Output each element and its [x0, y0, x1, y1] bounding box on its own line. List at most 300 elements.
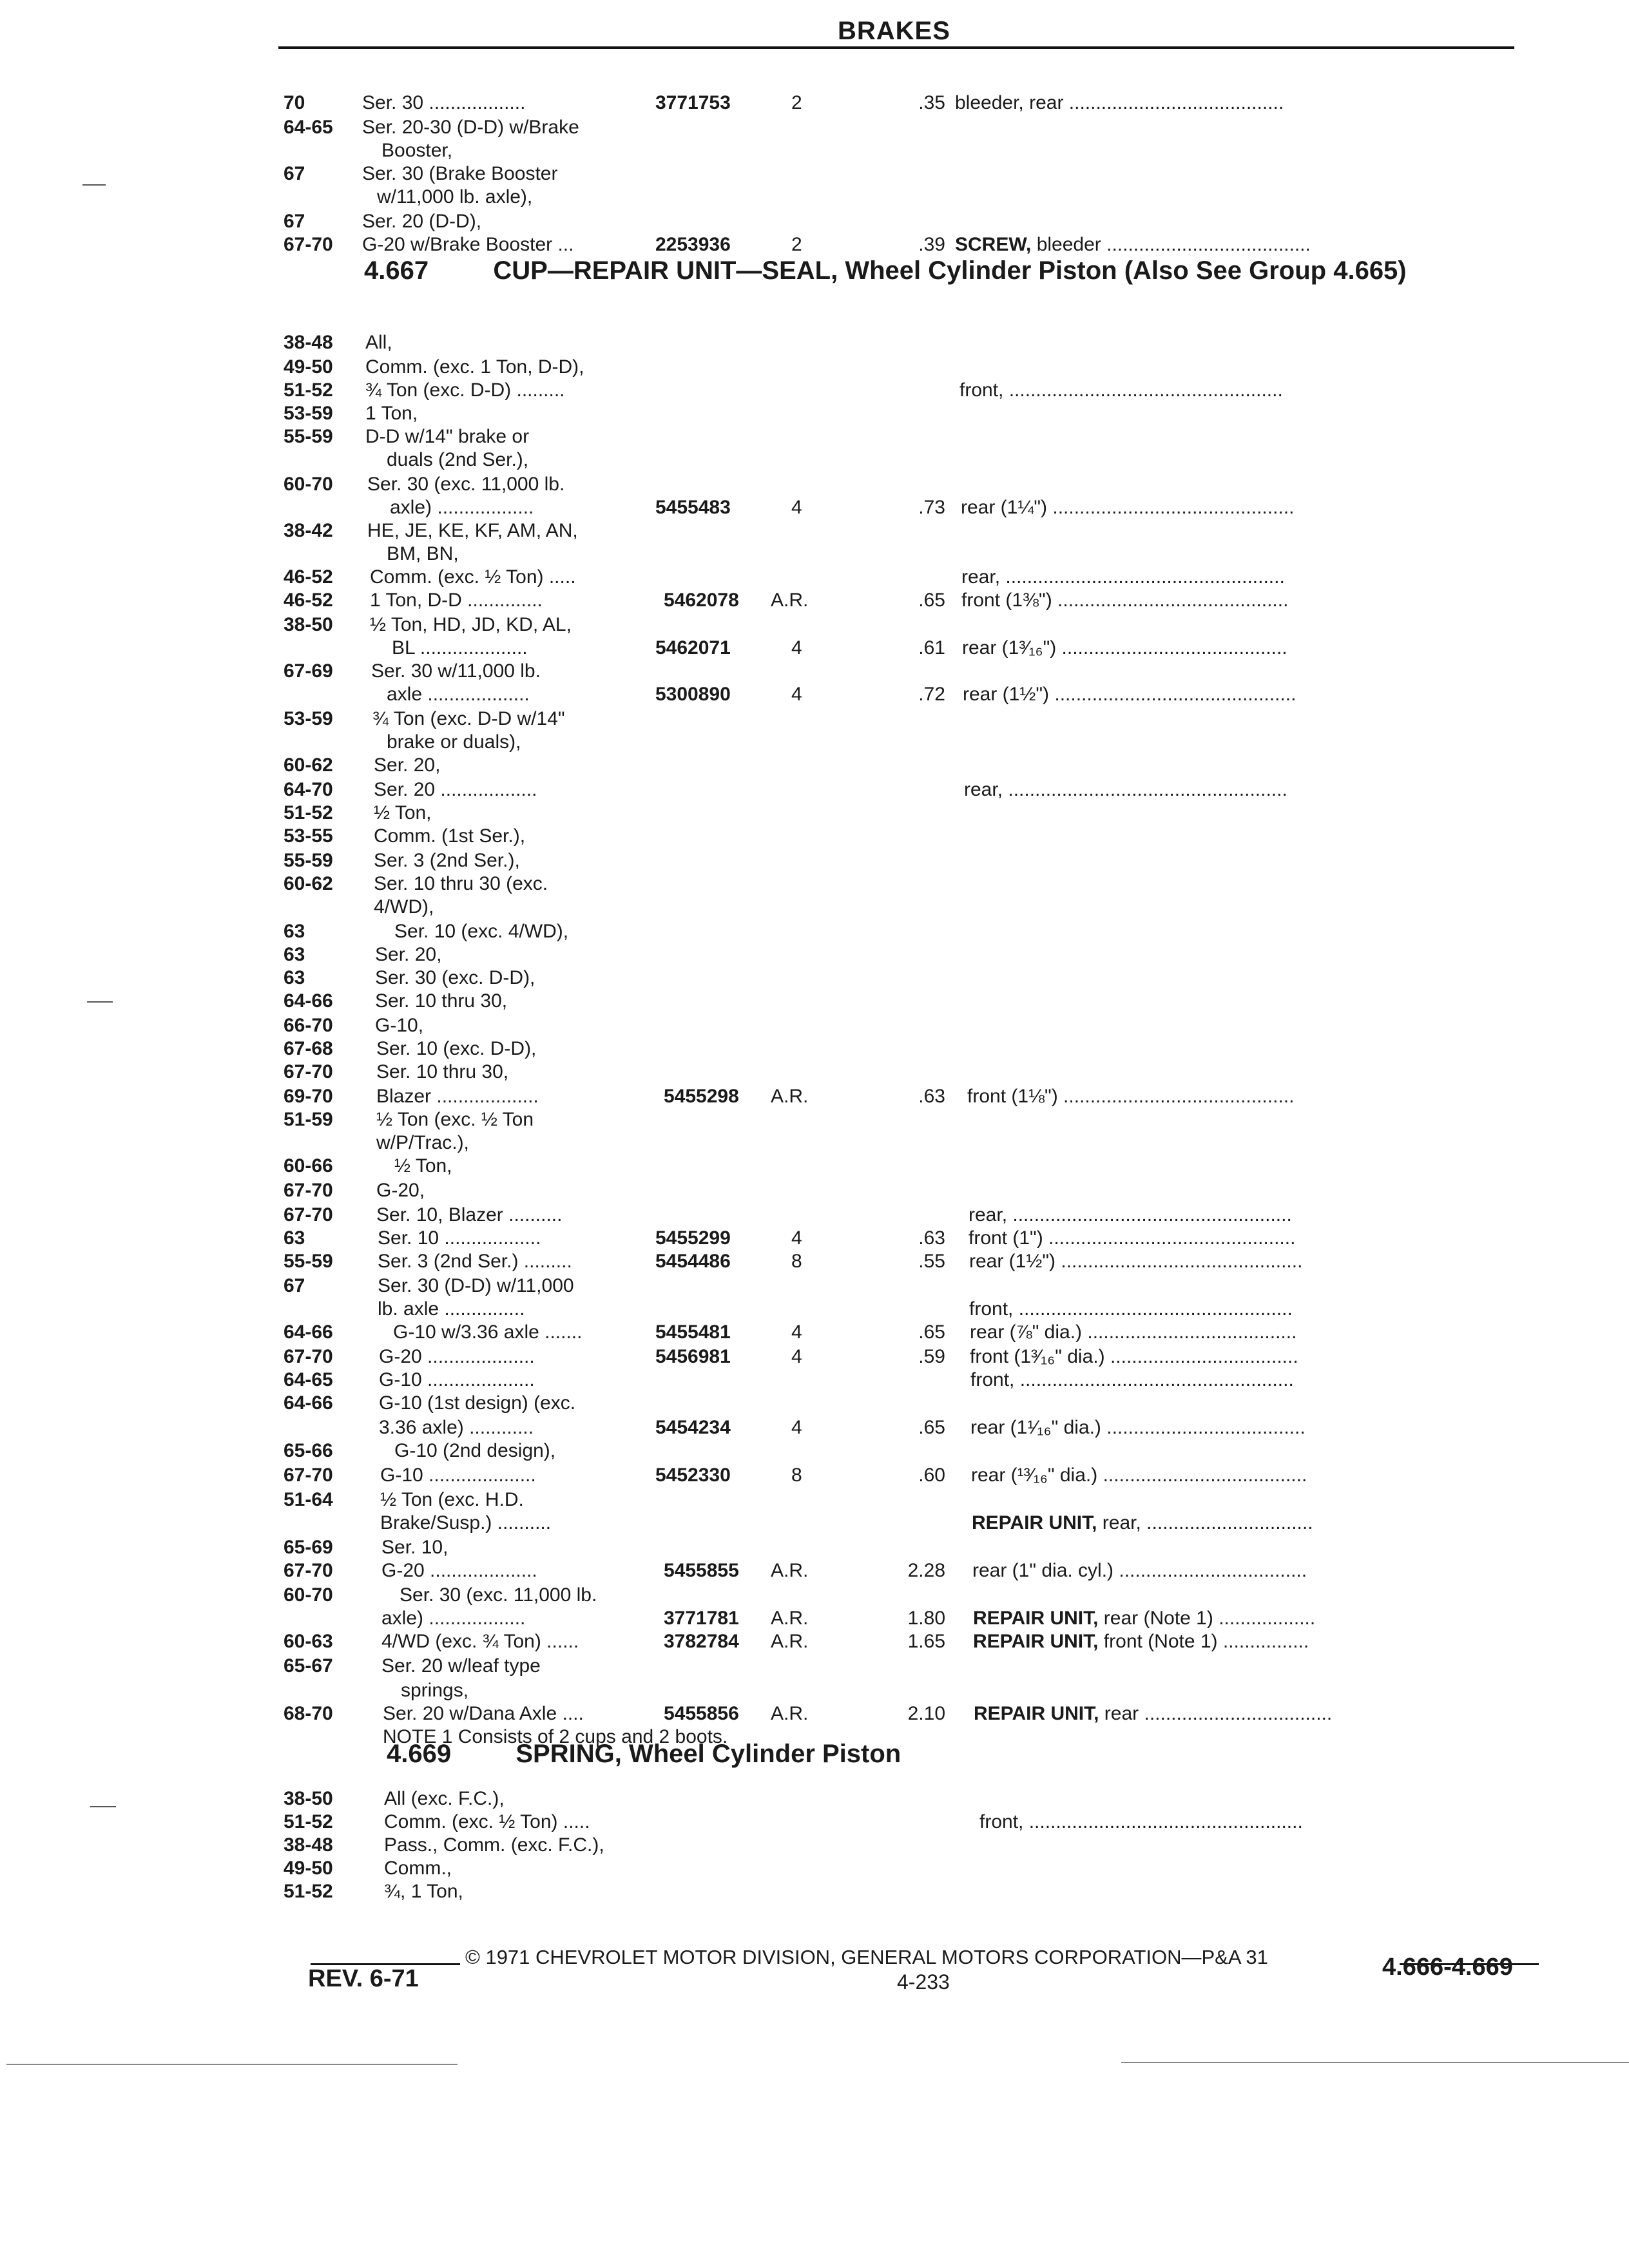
part-name-detail: bleeder ...................................... [1031, 234, 1311, 255]
application-description: Ser. 20 .................. [374, 779, 537, 800]
table-row [0, 1559, 1629, 1584]
part-number: 5455298 [664, 1086, 739, 1107]
application-description: brake or duals), [387, 731, 521, 753]
application-description: G-20 w/Brake Booster ... [362, 234, 574, 255]
year-range: 67-70 [284, 1061, 333, 1082]
quantity: A.R. [771, 1560, 809, 1581]
application-description: Comm. (exc. 1 Ton, D-D), [365, 356, 584, 378]
year-range: 67-70 [284, 1180, 333, 1201]
application-description: w/11,000 lb. axle), [377, 186, 533, 207]
year-range: 38-50 [284, 1788, 333, 1809]
year-range: 67 [284, 211, 305, 232]
section-number: 4.667 [364, 256, 429, 285]
application-description: G-10 (1st design) (exc. [379, 1392, 576, 1414]
price: .65 [918, 590, 945, 611]
page-header: BRAKES [838, 17, 950, 45]
table-row [0, 356, 1629, 380]
table-row [0, 731, 1629, 755]
application-description: Ser. 20-30 (D-D) w/Brake [362, 117, 579, 138]
part-name: rear (1¹⁄₁₆" dia.) ..................................... [970, 1417, 1306, 1438]
application-description: HE, JE, KE, KF, AM, AN, [367, 520, 578, 541]
table-row [0, 1630, 1629, 1655]
application-description: Ser. 30 (exc. 11,000 lb. [400, 1584, 597, 1606]
part-number: 5455855 [664, 1560, 739, 1581]
year-range: 63 [284, 921, 305, 942]
year-range: 64-66 [284, 1392, 333, 1414]
revision-label: REV. 6-71 [308, 1965, 419, 1992]
table-row [0, 707, 1629, 732]
table-row [0, 754, 1629, 778]
application-description: G-10 .................... [379, 1369, 535, 1390]
page-number: 4-233 [897, 1970, 950, 1994]
application-description: G-10 .................... [380, 1465, 536, 1486]
price: .65 [918, 1417, 945, 1438]
year-range: 49-50 [284, 356, 333, 378]
table-row [0, 1655, 1629, 1679]
table-row [0, 1834, 1629, 1858]
quantity: 4 [791, 1417, 802, 1438]
quantity: 2 [791, 234, 802, 255]
table-row [0, 660, 1629, 684]
part-number: 5456981 [655, 1346, 731, 1367]
table-row [0, 1037, 1629, 1062]
price: .65 [918, 1321, 945, 1343]
table-row [0, 1787, 1629, 1812]
table-row [0, 91, 1629, 116]
table-row [0, 1725, 1629, 1750]
year-range: 66-70 [284, 1015, 333, 1036]
application-description: Comm. (1st Ser.), [374, 825, 526, 847]
year-range: 67-68 [284, 1038, 333, 1059]
year-range: 51-52 [284, 802, 333, 823]
application-description: axle ................... [387, 684, 530, 705]
year-range: 69-70 [284, 1086, 333, 1107]
table-row [0, 589, 1629, 613]
year-range: 60-62 [284, 754, 333, 776]
application-description: G-20 .................... [379, 1346, 535, 1367]
application-description: 4/WD), [374, 896, 434, 918]
application-description: Comm. (exc. ½ Ton) ..... [370, 566, 576, 588]
part-name: front, ................................................... [970, 1369, 1294, 1390]
application-description: w/P/Trac.), [376, 1132, 469, 1153]
table-row [0, 1488, 1629, 1513]
table-row [0, 683, 1629, 707]
price: .63 [918, 1227, 945, 1249]
year-range: 38-48 [284, 1834, 333, 1856]
application-description: Ser. 20 (D-D), [362, 211, 482, 232]
table-row [0, 233, 1629, 258]
application-description: G-10 (2nd design), [394, 1440, 556, 1461]
table-row [0, 1880, 1629, 1905]
part-number: 5455299 [655, 1227, 731, 1249]
price: 2.10 [907, 1703, 945, 1724]
part-name: front, ................................................... [969, 1298, 1293, 1320]
price: .39 [918, 234, 945, 255]
quantity: 8 [791, 1251, 802, 1272]
table-row [0, 1464, 1629, 1488]
table-row [0, 849, 1629, 874]
section-number: 4.669 [387, 1740, 452, 1768]
price: .73 [918, 497, 945, 518]
quantity: A.R. [771, 1608, 809, 1629]
year-range: 49-50 [284, 1858, 333, 1879]
table-row [0, 613, 1629, 638]
copyright-line: © 1971 CHEVROLET MOTOR DIVISION, GENERAL MOTORS CORPORATION—P&A 31 [465, 1946, 1268, 1968]
table-row [0, 1250, 1629, 1274]
part-number: 5452330 [655, 1465, 731, 1486]
year-range: 63 [284, 1227, 305, 1249]
part-name: front, ................................................... [979, 1811, 1303, 1832]
application-description: Pass., Comm. (exc. F.C.), [384, 1834, 604, 1856]
table-row [0, 1298, 1629, 1322]
part-name: rear (1³⁄₁₆") .......................................... [962, 637, 1287, 658]
application-description: Ser. 10 thru 30, [375, 990, 508, 1012]
application-description: ½ Ton, [394, 1155, 452, 1177]
margin-mark [87, 1001, 113, 1003]
application-description: springs, [401, 1680, 469, 1701]
table-row [0, 1392, 1629, 1416]
part-name: rear, .................................................... [961, 566, 1285, 588]
table-row [0, 1155, 1629, 1179]
year-range: 64-65 [284, 1369, 333, 1390]
table-row [0, 116, 1629, 140]
table-row [0, 402, 1629, 427]
part-number: 2253936 [655, 234, 731, 255]
table-row [0, 637, 1629, 661]
application-description: Ser. 10 .................. [378, 1227, 541, 1249]
part-name: rear (¹³⁄₁₆" dia.) ...................................... [971, 1465, 1307, 1486]
year-range: 46-52 [284, 566, 333, 588]
part-number: 3771781 [664, 1608, 739, 1629]
year-range: 51-52 [284, 1811, 333, 1832]
scan-edge-line [6, 2064, 458, 2065]
quantity: A.R. [771, 1703, 809, 1724]
year-range: 65-66 [284, 1440, 333, 1461]
part-name: rear, .................................................... [969, 1204, 1292, 1225]
part-name-detail: rear, ............................... [1097, 1512, 1313, 1533]
table-row [0, 1607, 1629, 1631]
year-range: 60-70 [284, 474, 333, 495]
part-name-keyword: REPAIR UNIT, [973, 1608, 1099, 1629]
part-name [973, 1630, 1309, 1653]
year-range: 64-66 [284, 990, 333, 1012]
application-description: ½ Ton (exc. ½ Ton [376, 1109, 534, 1130]
price: .63 [918, 1086, 945, 1107]
application-description: ½ Ton, [374, 802, 432, 823]
table-row [0, 473, 1629, 497]
table-row [0, 1085, 1629, 1110]
application-description: Brake/Susp.) .......... [380, 1512, 552, 1533]
table-row [0, 1369, 1629, 1393]
application-description: ½ Ton, HD, JD, KD, AL, [370, 614, 572, 635]
application-description: ½ Ton (exc. H.D. [380, 1489, 524, 1510]
year-range: 64-70 [284, 779, 333, 800]
part-name-detail: front (Note 1) ................ [1098, 1631, 1309, 1652]
part-number: 5455481 [655, 1321, 731, 1343]
group-range: 4.666-4.669 [1382, 1954, 1513, 1981]
year-range: 63 [284, 944, 305, 965]
year-range: 60-63 [284, 1631, 333, 1652]
year-range: 38-50 [284, 614, 333, 635]
table-row [0, 379, 1629, 403]
year-range: 68-70 [284, 1703, 333, 1724]
section-title: CUP—REPAIR UNIT—SEAL, Wheel Cylinder Piston (Also See Group 4.665) [493, 256, 1407, 285]
year-range: 64-65 [284, 117, 333, 138]
part-name-detail: rear (Note 1) .................. [1098, 1608, 1316, 1629]
price: .61 [918, 637, 945, 658]
application-description: ¾, 1 Ton, [384, 1881, 463, 1902]
part-name: rear (1" dia. cyl.) ................................... [972, 1560, 1307, 1581]
application-description: ¾ Ton (exc. D-D w/14" [372, 708, 565, 729]
year-range: 63 [284, 967, 305, 988]
part-name: front, ................................................... [959, 380, 1283, 401]
table-row [0, 1857, 1629, 1881]
part-name: bleeder, rear ........................................ [955, 92, 1284, 113]
year-range: 67 [284, 1275, 305, 1296]
year-range: 67-70 [284, 1346, 333, 1367]
price: 2.28 [907, 1560, 945, 1581]
application-description: Ser. 30 (exc. 11,000 lb. [367, 474, 565, 495]
part-name [955, 233, 1311, 256]
price: .35 [918, 92, 945, 113]
table-row [0, 1536, 1629, 1561]
application-description: Ser. 3 (2nd Ser.), [374, 850, 520, 871]
table-row [0, 448, 1629, 473]
application-description: Ser. 10 (exc. 4/WD), [394, 921, 569, 942]
part-number: 3771753 [655, 92, 731, 113]
part-number: 5300890 [655, 684, 731, 705]
part-name: front (1⅜") ........................................... [961, 590, 1289, 611]
year-range: 51-59 [284, 1109, 333, 1130]
table-row [0, 543, 1629, 567]
year-range: 53-59 [284, 403, 333, 424]
scan-edge-line [1121, 2062, 1629, 2063]
application-description: D-D w/14" brake or [365, 426, 530, 447]
year-range: 67-70 [284, 1465, 333, 1486]
application-description: Booster, [381, 140, 453, 161]
application-description: axle) .................. [390, 497, 534, 518]
application-description: 3.36 axle) ............ [379, 1417, 534, 1438]
year-range: 55-59 [284, 426, 333, 447]
price: 1.65 [907, 1631, 945, 1652]
price: .60 [918, 1465, 945, 1486]
quantity: A.R. [771, 590, 809, 611]
price: .55 [918, 1251, 945, 1272]
year-range: 67-70 [284, 1560, 333, 1581]
application-description: Ser. 30 (D-D) w/11,000 [378, 1275, 574, 1296]
part-name [974, 1702, 1332, 1725]
table-row [0, 1702, 1629, 1727]
year-range: 46-52 [284, 590, 333, 611]
application-description: Ser. 20, [375, 944, 442, 965]
year-range: 51-52 [284, 1881, 333, 1902]
part-name: rear (⅞" dia.) ....................................... [970, 1321, 1297, 1343]
quantity: 4 [791, 497, 802, 518]
table-row [0, 1439, 1629, 1464]
table-row [0, 1679, 1629, 1704]
application-description: 1 Ton, [365, 403, 418, 424]
quantity: A.R. [771, 1086, 809, 1107]
part-number: 5462078 [664, 590, 739, 611]
quantity: 4 [791, 1227, 802, 1249]
part-name [973, 1607, 1315, 1630]
year-range: 70 [284, 92, 305, 113]
part-name: front (1⅛") ........................................... [967, 1086, 1295, 1107]
table-row [0, 210, 1629, 235]
quantity: 4 [791, 637, 802, 658]
year-range: 65-69 [284, 1537, 333, 1558]
application-description: All, [365, 332, 392, 353]
table-row [0, 872, 1629, 897]
application-description: BL .................... [392, 637, 528, 658]
application-description: Ser. 20 w/Dana Axle .... [383, 1703, 584, 1724]
application-description: Ser. 30 .................. [362, 92, 526, 113]
year-range: 60-62 [284, 873, 333, 894]
part-name: front (1") .............................................. [969, 1227, 1296, 1249]
table-row [0, 990, 1629, 1014]
part-number: 3782784 [664, 1631, 739, 1652]
table-row [0, 331, 1629, 356]
year-range: 55-59 [284, 1251, 333, 1272]
table-row [0, 778, 1629, 803]
quantity: 4 [791, 684, 802, 705]
application-description: Comm. (exc. ½ Ton) ..... [384, 1811, 590, 1832]
part-name: rear (1¼") ............................................. [961, 497, 1295, 518]
quantity: 4 [791, 1321, 802, 1343]
application-description: Ser. 30 (Brake Booster [362, 163, 558, 184]
table-row [0, 425, 1629, 450]
header-rule [278, 46, 1514, 49]
part-name-keyword: REPAIR UNIT, [973, 1631, 1099, 1652]
price: 1.80 [907, 1608, 945, 1629]
table-row [0, 1061, 1629, 1085]
application-description: Ser. 10 (exc. D-D), [376, 1038, 537, 1059]
table-row [0, 1108, 1629, 1133]
table-row [0, 1204, 1629, 1228]
year-range: 67-70 [284, 1204, 333, 1225]
year-range: 65-67 [284, 1655, 333, 1677]
part-number: 5455483 [655, 497, 731, 518]
quantity: A.R. [771, 1631, 809, 1652]
year-range: 55-59 [284, 850, 333, 871]
application-description: ¾ Ton (exc. D-D) ......... [365, 380, 565, 401]
application-description: Ser. 30 w/11,000 lb. [371, 660, 541, 682]
table-row [0, 186, 1629, 210]
application-description: NOTE 1 Consists of 2 cups and 2 boots. [383, 1726, 728, 1747]
application-description: 1 Ton, D-D .............. [370, 590, 543, 611]
year-range: 67 [284, 163, 305, 184]
year-range: 38-48 [284, 332, 333, 353]
application-description: Ser. 20 w/leaf type [381, 1655, 541, 1677]
table-row [0, 943, 1629, 968]
part-name: front (1³⁄₁₆" dia.) ................................... [970, 1346, 1298, 1367]
application-description: All (exc. F.C.), [384, 1788, 505, 1809]
price: .59 [918, 1346, 945, 1367]
application-description: Blazer ................... [376, 1086, 539, 1107]
year-range: 51-52 [284, 380, 333, 401]
year-range: 67-70 [284, 234, 333, 255]
application-description: Comm., [384, 1858, 452, 1879]
table-row [0, 1811, 1629, 1835]
part-name: rear (1½") ............................................. [963, 684, 1296, 705]
part-name: rear, .................................................... [964, 779, 1287, 800]
application-description: Ser. 10, Blazer .......... [376, 1204, 563, 1225]
table-row [0, 1227, 1629, 1251]
quantity: 8 [791, 1465, 802, 1486]
application-description: lb. axle ............... [378, 1298, 525, 1320]
year-range: 60-66 [284, 1155, 333, 1177]
application-description: G-20, [376, 1180, 425, 1201]
table-row [0, 966, 1629, 991]
application-description: G-20 .................... [381, 1560, 537, 1581]
application-description: BM, BN, [387, 543, 459, 564]
application-description: axle) .................. [381, 1608, 526, 1629]
part-name-detail: rear ................................... [1099, 1703, 1333, 1724]
year-range: 51-64 [284, 1489, 333, 1510]
section-title: SPRING, Wheel Cylinder Piston [516, 1740, 901, 1768]
table-row [0, 162, 1629, 187]
application-description: Ser. 20, [374, 754, 441, 776]
table-row [0, 1274, 1629, 1299]
application-description: G-10 w/3.36 axle ....... [393, 1321, 583, 1343]
table-row [0, 920, 1629, 945]
year-range: 53-59 [284, 708, 333, 729]
part-name-keyword: REPAIR UNIT, [972, 1512, 1097, 1533]
part-number: 5462071 [655, 637, 731, 658]
application-description: Ser. 10, [381, 1537, 448, 1558]
application-description: Ser. 10 thru 30, [376, 1061, 509, 1082]
table-row [0, 1131, 1629, 1156]
table-row [0, 566, 1629, 590]
year-range: 60-70 [284, 1584, 333, 1606]
table-row [0, 496, 1629, 521]
table-row [0, 1321, 1629, 1345]
section-heading-4667 [364, 256, 1407, 285]
part-name: rear (1½") ............................................. [969, 1251, 1303, 1272]
part-number: 5454234 [655, 1417, 731, 1438]
part-name-keyword: SCREW, [955, 234, 1032, 255]
application-description: Ser. 30 (exc. D-D), [375, 967, 535, 988]
quantity: 4 [791, 1346, 802, 1367]
table-row [0, 1512, 1629, 1536]
year-range: 67-69 [284, 660, 333, 682]
application-description: Ser. 10 thru 30 (exc. [374, 873, 548, 894]
part-name [972, 1512, 1313, 1535]
table-row [0, 139, 1629, 164]
table-row [0, 1179, 1629, 1204]
price: .72 [918, 684, 945, 705]
margin-mark [82, 184, 106, 186]
part-number: 5455856 [664, 1703, 739, 1724]
year-range: 64-66 [284, 1321, 333, 1343]
quantity: 2 [791, 92, 802, 113]
part-name-keyword: REPAIR UNIT, [974, 1703, 1099, 1724]
table-row [0, 1584, 1629, 1608]
application-description: 4/WD (exc. ¾ Ton) ...... [381, 1631, 579, 1652]
application-description: Ser. 3 (2nd Ser.) ......... [378, 1251, 572, 1272]
application-description: G-10, [375, 1015, 424, 1036]
margin-mark [90, 1806, 116, 1807]
table-row [0, 802, 1629, 826]
table-row [0, 825, 1629, 849]
year-range: 53-55 [284, 825, 333, 847]
table-row [0, 1345, 1629, 1370]
table-row [0, 1416, 1629, 1441]
table-row [0, 896, 1629, 920]
year-range: 38-42 [284, 520, 333, 541]
table-row [0, 1014, 1629, 1039]
part-number: 5454486 [655, 1251, 731, 1272]
